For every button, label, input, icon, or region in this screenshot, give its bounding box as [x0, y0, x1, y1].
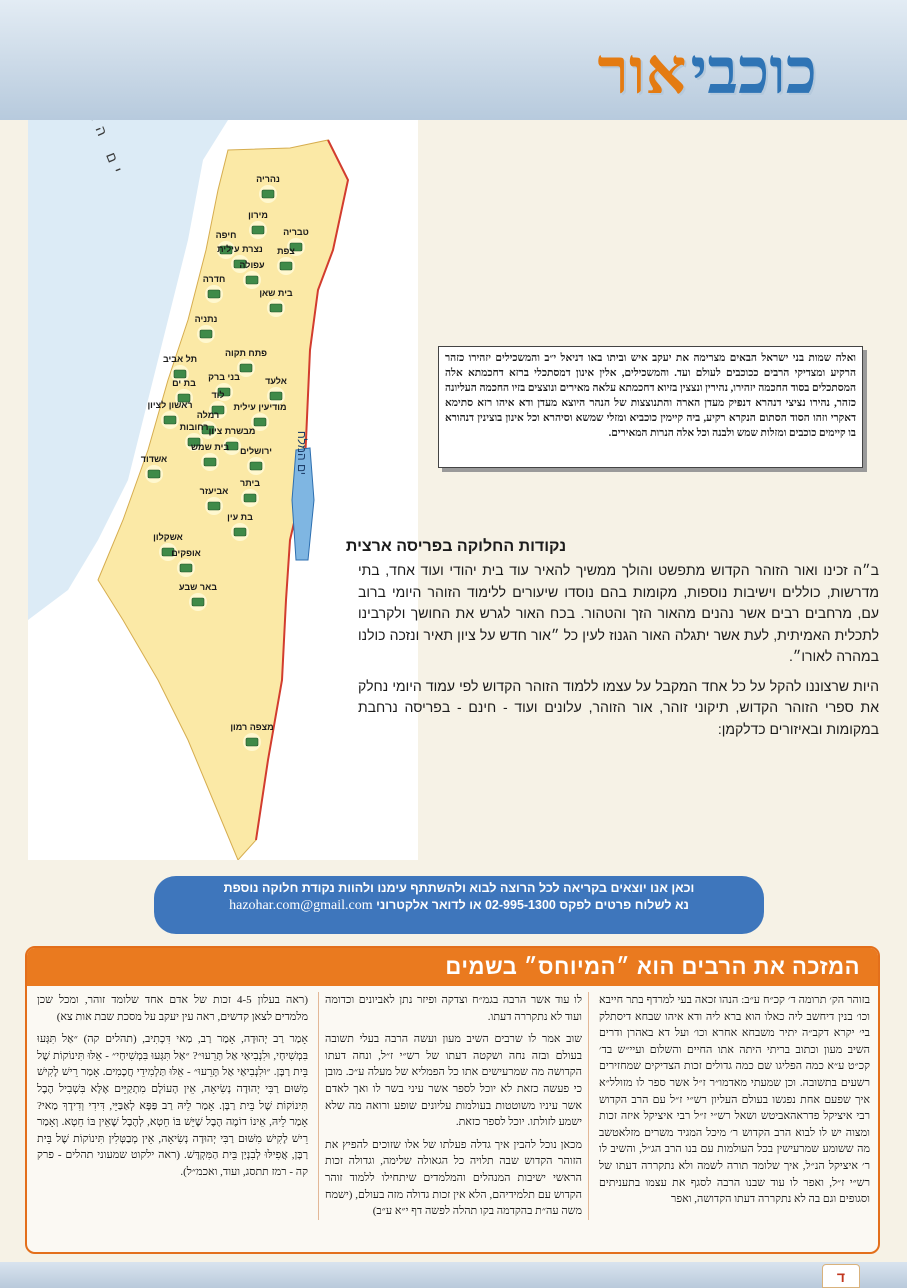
city-label: חיפה	[215, 230, 237, 240]
zohar-quote-box	[438, 346, 863, 468]
book-icon	[252, 226, 264, 234]
city-label: תל אביב	[162, 354, 198, 364]
city-label: ראשון לציון	[147, 400, 193, 410]
article-box	[25, 946, 880, 1254]
distribution-points-body	[358, 560, 879, 740]
book-icon	[180, 564, 192, 572]
book-icon	[148, 470, 160, 478]
city-label: נהריה	[256, 174, 280, 184]
call-line-2-prefix: נא לשלוח פרטים לפקס 02-995-1300 או לדואר אלקטרוני	[376, 898, 689, 912]
city-label: חדרה	[202, 274, 226, 284]
points-paragraph-2: היות שרצוננו להקל על כל אחד המקבל על עצמו ללמוד הזוהר הקדוש לפי עמוד היומי נחלק את ספרי הזוהר הקדוש, תיקוני זוהר, אור הזוהר, עלונים ועוד - חינם - בפריסה נרחבת במקומות ובאיזורים כדלקמן:	[358, 677, 879, 737]
city-label: רמלה	[196, 410, 220, 420]
logo	[597, 34, 817, 109]
book-icon	[200, 330, 212, 338]
quote-line-3: בזיוא דחכמתא עלאה מאירים ונוצצים בזיו החכמה העליונה כזהר, נהירו נציצי דנהרא	[445, 383, 856, 409]
book-icon	[246, 738, 258, 746]
article-right-paragraph-1: בזוהר הק׳ תרומה ד׳ קכ״ח ע״ב: הנהו זכאה בעי למרדף בתר חייבא וכו׳ בנין דיחשב ליה כאלו הוא ברא ליה ודא איהו שבחא דיסתלק בי׳ יקרא דקב״ה יתיר משבחא אחרא וכו׳ ועל דא באהרן ודרים השיב מעון וכתוב בריתי היתה אתו החיים והשלום ועיי״ש בד׳ קכ״ט ע״א כמה הפליגו שם כמה גדולים זכות הצדיקים שמחזירים רשעים בתשובה. וכן שמעתי מאדמו״ר ז״ל אשר ספר לו מזולל״א איך שפעם אחת נפגשו בעולם העליון רש״י ז״ל עם הרב הקדוש רבי איציקל פדראהאביטש ושאל רש״י ז״ל רבי איציקל איזה זכות ומצוה יש לו לבוא הרב הקדוש ר׳ מיכל המגיד משרים מזלאטשב מה ששומע שמרעישין בכל העולמות עם בנו הרב הג״ל, והשיב לו ר׳ איציקל הנ״ל, איך שלומד תורה לשמה ולא נתקררה דעתו של רש״י ז״ל, ואפר לו עוד שבנו הרבה לסגף את עצמו בתעניתים וסגופים וגם בה לא נתקררה דעתו הקדושה, ואפר	[599, 994, 870, 1206]
distribution-points-title: נקודות החלוקה בפריסה ארצית	[345, 538, 567, 555]
city-label: נתניה	[194, 314, 218, 324]
quote-line-5: הסוד הסתום הנקרא רקיע, ביה קיימין כוכביא ומזלי שמשא וסיהרא וכל אינון בוצינין	[477, 413, 810, 424]
quote-line-4: דנפיק מעדן הארה והתנוצצות של הנהר היוצא מעדן ודא איהו רזא סתימא דאקרי וזהו	[445, 398, 857, 424]
city-label: ירושלים	[239, 446, 273, 456]
book-icon	[208, 502, 220, 510]
city-marker	[277, 246, 295, 275]
city-label: אשדוד	[140, 454, 168, 464]
quote-line-2: אלין אינון דמסתכלי ברזא דחכמתא אלה המסתכלים בסוד החכמה יזהירו, נהירין ונצצין	[445, 368, 856, 394]
article-title: המזכה את הרבים הוא ״המיוחס״ בשמים	[27, 948, 878, 986]
city-label: בת ים	[172, 378, 196, 388]
book-icon	[262, 190, 274, 198]
points-paragraph-1: ב״ה זכינו ואור הזוהר הקדוש מתפשט והולך ממשיך להאיר עוד בית יהודי ועוד אחד, בתי מדרשות, כוללים וישיבות נוספות, מקומות בהם נוסדו שיעורים ללימוד הזוהר היומי ברוב עם, מרחבים רבים אשר נהנים מהאור הזך והטהור. בכח האור לגרש את החושך ולקרבינו לתכלית האמיתית, לעת אשר יתגלה האור הגנוז לעין כל ״אור חדש על ציון תאיר ונזכה כולנו במהרה לאורו״.	[358, 562, 879, 664]
page-content	[28, 120, 879, 880]
city-label: לוד	[211, 390, 225, 400]
city-label: אביעזר	[199, 486, 229, 496]
city-label: עפולה	[239, 260, 265, 270]
city-label: אלעד	[265, 376, 287, 386]
book-icon	[192, 598, 204, 606]
book-icon	[270, 304, 282, 312]
city-label: מירון	[248, 210, 268, 220]
article-left-paragraph-2: אָמַר רַב יְהוּדָה, אָמַר רַב, מַאי דִּכְתִיב, (תהלים קה) ״אַל תִּגְּעוּ בִּמְשִׁיחָי, וּלִנְבִיאַי אַל תָּרֵעוּ״? ״אַל תִּגְּעוּ בִּמְשִׁיחָי״ - אֵלּוּ תִּינוֹקוֹת שֶׁל בֵּית רַבָּן. ״וּלִנְבִיאַי אַל תָּרֵעוּ״ - אֵלּוּ תַּלְמִידֵי חֲכָמִים. אָמַר רֵישׁ לָקִישׁ מִשּׁוּם רַבִּי יְהוּדָה נְשִׂיאָה, אֵין הָעוֹלָם מִתְקַיֵּים אֶלָּא בִּשְׁבִיל הֶבֶל תִּינוֹקוֹת שֶׁל בֵּית רַבָּן. אָמַר לֵיהּ רַב פַּפָּא לְאַבַּיֵּי, דִּידִי וְדִידָךְ מַאי? אָמַר לֵיהּ, אֵינוֹ דוֹמֶה הֶבֶל שֶׁיֵּשׁ בּוֹ חֵטְא, לְהֶבֶל שֶׁאֵין בּוֹ חֵטְא. וְאָמַר רֵישׁ לָקִישׁ מִשּׁוּם רַבִּי יְהוּדָה נְשִׂיאָה, אֵין מְבַטְּלִין תִּינוֹקוֹת שֶׁל בֵּית רַבָּן, אֲפִילּוּ לְבִנְיַן בֵּית הַמִּקְדָּשׁ. (ראה ילקוט שמעוני תהלים - פרק קה - רמז תתסג, ועוד, ואכמ״ל).	[37, 1033, 308, 1178]
logo-word-2: אור	[597, 34, 687, 109]
book-icon	[208, 290, 220, 298]
city-label: מודיעין עילית	[233, 402, 287, 412]
city-label: בית שמש	[190, 442, 230, 452]
quote-line-6: דנהורא בו קיימים כוכבים ומזלות שמש ולבנה וכל אלה הנרות המאירים.	[445, 413, 856, 439]
city-label: צפת	[277, 246, 295, 256]
article-column-left	[37, 992, 308, 1220]
logo-word-1: כוכבי	[690, 34, 817, 109]
city-label: ביתר	[240, 478, 260, 488]
book-icon	[240, 364, 252, 372]
city-label: מצפה רמון	[230, 722, 274, 732]
book-icon	[246, 276, 258, 284]
city-marker	[248, 210, 268, 239]
book-icon	[204, 458, 216, 466]
book-icon	[234, 528, 246, 536]
city-label: אופקים	[171, 548, 201, 558]
book-icon	[174, 370, 186, 378]
page-number: ד	[822, 1264, 860, 1288]
article-column-middle	[318, 992, 589, 1220]
book-icon	[164, 416, 176, 424]
article-columns	[27, 986, 878, 1220]
city-label: נצרת עילית	[217, 244, 263, 254]
book-icon	[280, 262, 292, 270]
article-left-paragraph-1: (ראה בעלון 4-5 זכות של אדם אחד שלומד זוהר, ומכל שכן מלמדים לצאן קדשים, ראה עין יעקב על מסכת שבת אות צא)	[37, 994, 308, 1023]
city-label: בת עין	[227, 512, 253, 522]
footer-band	[0, 1262, 907, 1288]
city-label: בני ברק	[208, 372, 240, 382]
call-to-action-bar	[154, 876, 764, 934]
article-mid-paragraph-3: מכאן נוכל להבין איך גדלה פעלתו של אלו שזוכים להפיץ את הזוהר הקדוש שבה תלויה כל הגאולה שלימה, וגדולה זכות הראשי ישיבות המנהלים והמלמדים שיתחילו ללמוד זוהר הקדוש עם תלמידיהם, הלא אין זכות גדולה מזה בעולם, (ישמח משה עה״ת בהקדמה בקו תהלה לפשה דף י״א ע״ב)	[325, 1138, 582, 1218]
city-label: באר שבע	[179, 582, 217, 592]
book-icon	[270, 392, 282, 400]
city-label: טבריה	[283, 227, 309, 237]
book-icon	[250, 462, 262, 470]
quote-lead: ואלה שמות בני ישראל הבאים מצרימה את יעקב איש וביתו באו דניאל י״ב והמשכילים יזהירו כזהר הרקיע ומצדיקי הרבים ככוכבים לעולם ועד. והמשכילים,	[445, 353, 856, 379]
dead-sea-label: ים המלח	[295, 430, 309, 475]
book-icon	[244, 494, 256, 502]
call-line-1: וכאן אנו יוצאים בקריאה לכל הרוצה לבוא ולהשתתף עימנו ולהוות נקודת חלוקה נוספת	[223, 881, 695, 895]
city-label: אשקלון	[153, 532, 183, 542]
book-icon	[254, 418, 266, 426]
article-column-right	[599, 992, 870, 1220]
article-mid-paragraph-1: לו עוד אשר הרבה בגמ״ח וצדקה ופיזר נתן לאביונים וכדומה ועוד לא נתקררה דעתו.	[325, 994, 582, 1023]
city-label: בית שאן	[259, 288, 293, 298]
city-label: פתח תקוה	[224, 348, 268, 358]
city-label: מבשרת ציון	[208, 426, 256, 436]
contact-email-link[interactable]: hazohar.com@gmail.com	[229, 898, 373, 913]
call-line-2	[154, 897, 764, 914]
israel-map	[28, 120, 418, 860]
city-label: רחובות	[179, 422, 209, 432]
article-mid-paragraph-2: שוב אמר לו שרבים השיב מעון ועשה הרבה בעלי תשובה בעולם ובזה נחה ושקטה דעתו של רש״י ז״ל, ונחה דעתו הקדושה מה שמרעישים אתו כל הפמליא של מעלה ע״כ. מובן כי פעשה כזאת לא יוכל לספר אשר עיני בשר לו ואך לאדם אשר עיניו משוטטות בעולמות עליונים שופע ורואה מה שלא ישמע לזולתו. יוכל לספר כזאת.	[325, 1033, 582, 1129]
